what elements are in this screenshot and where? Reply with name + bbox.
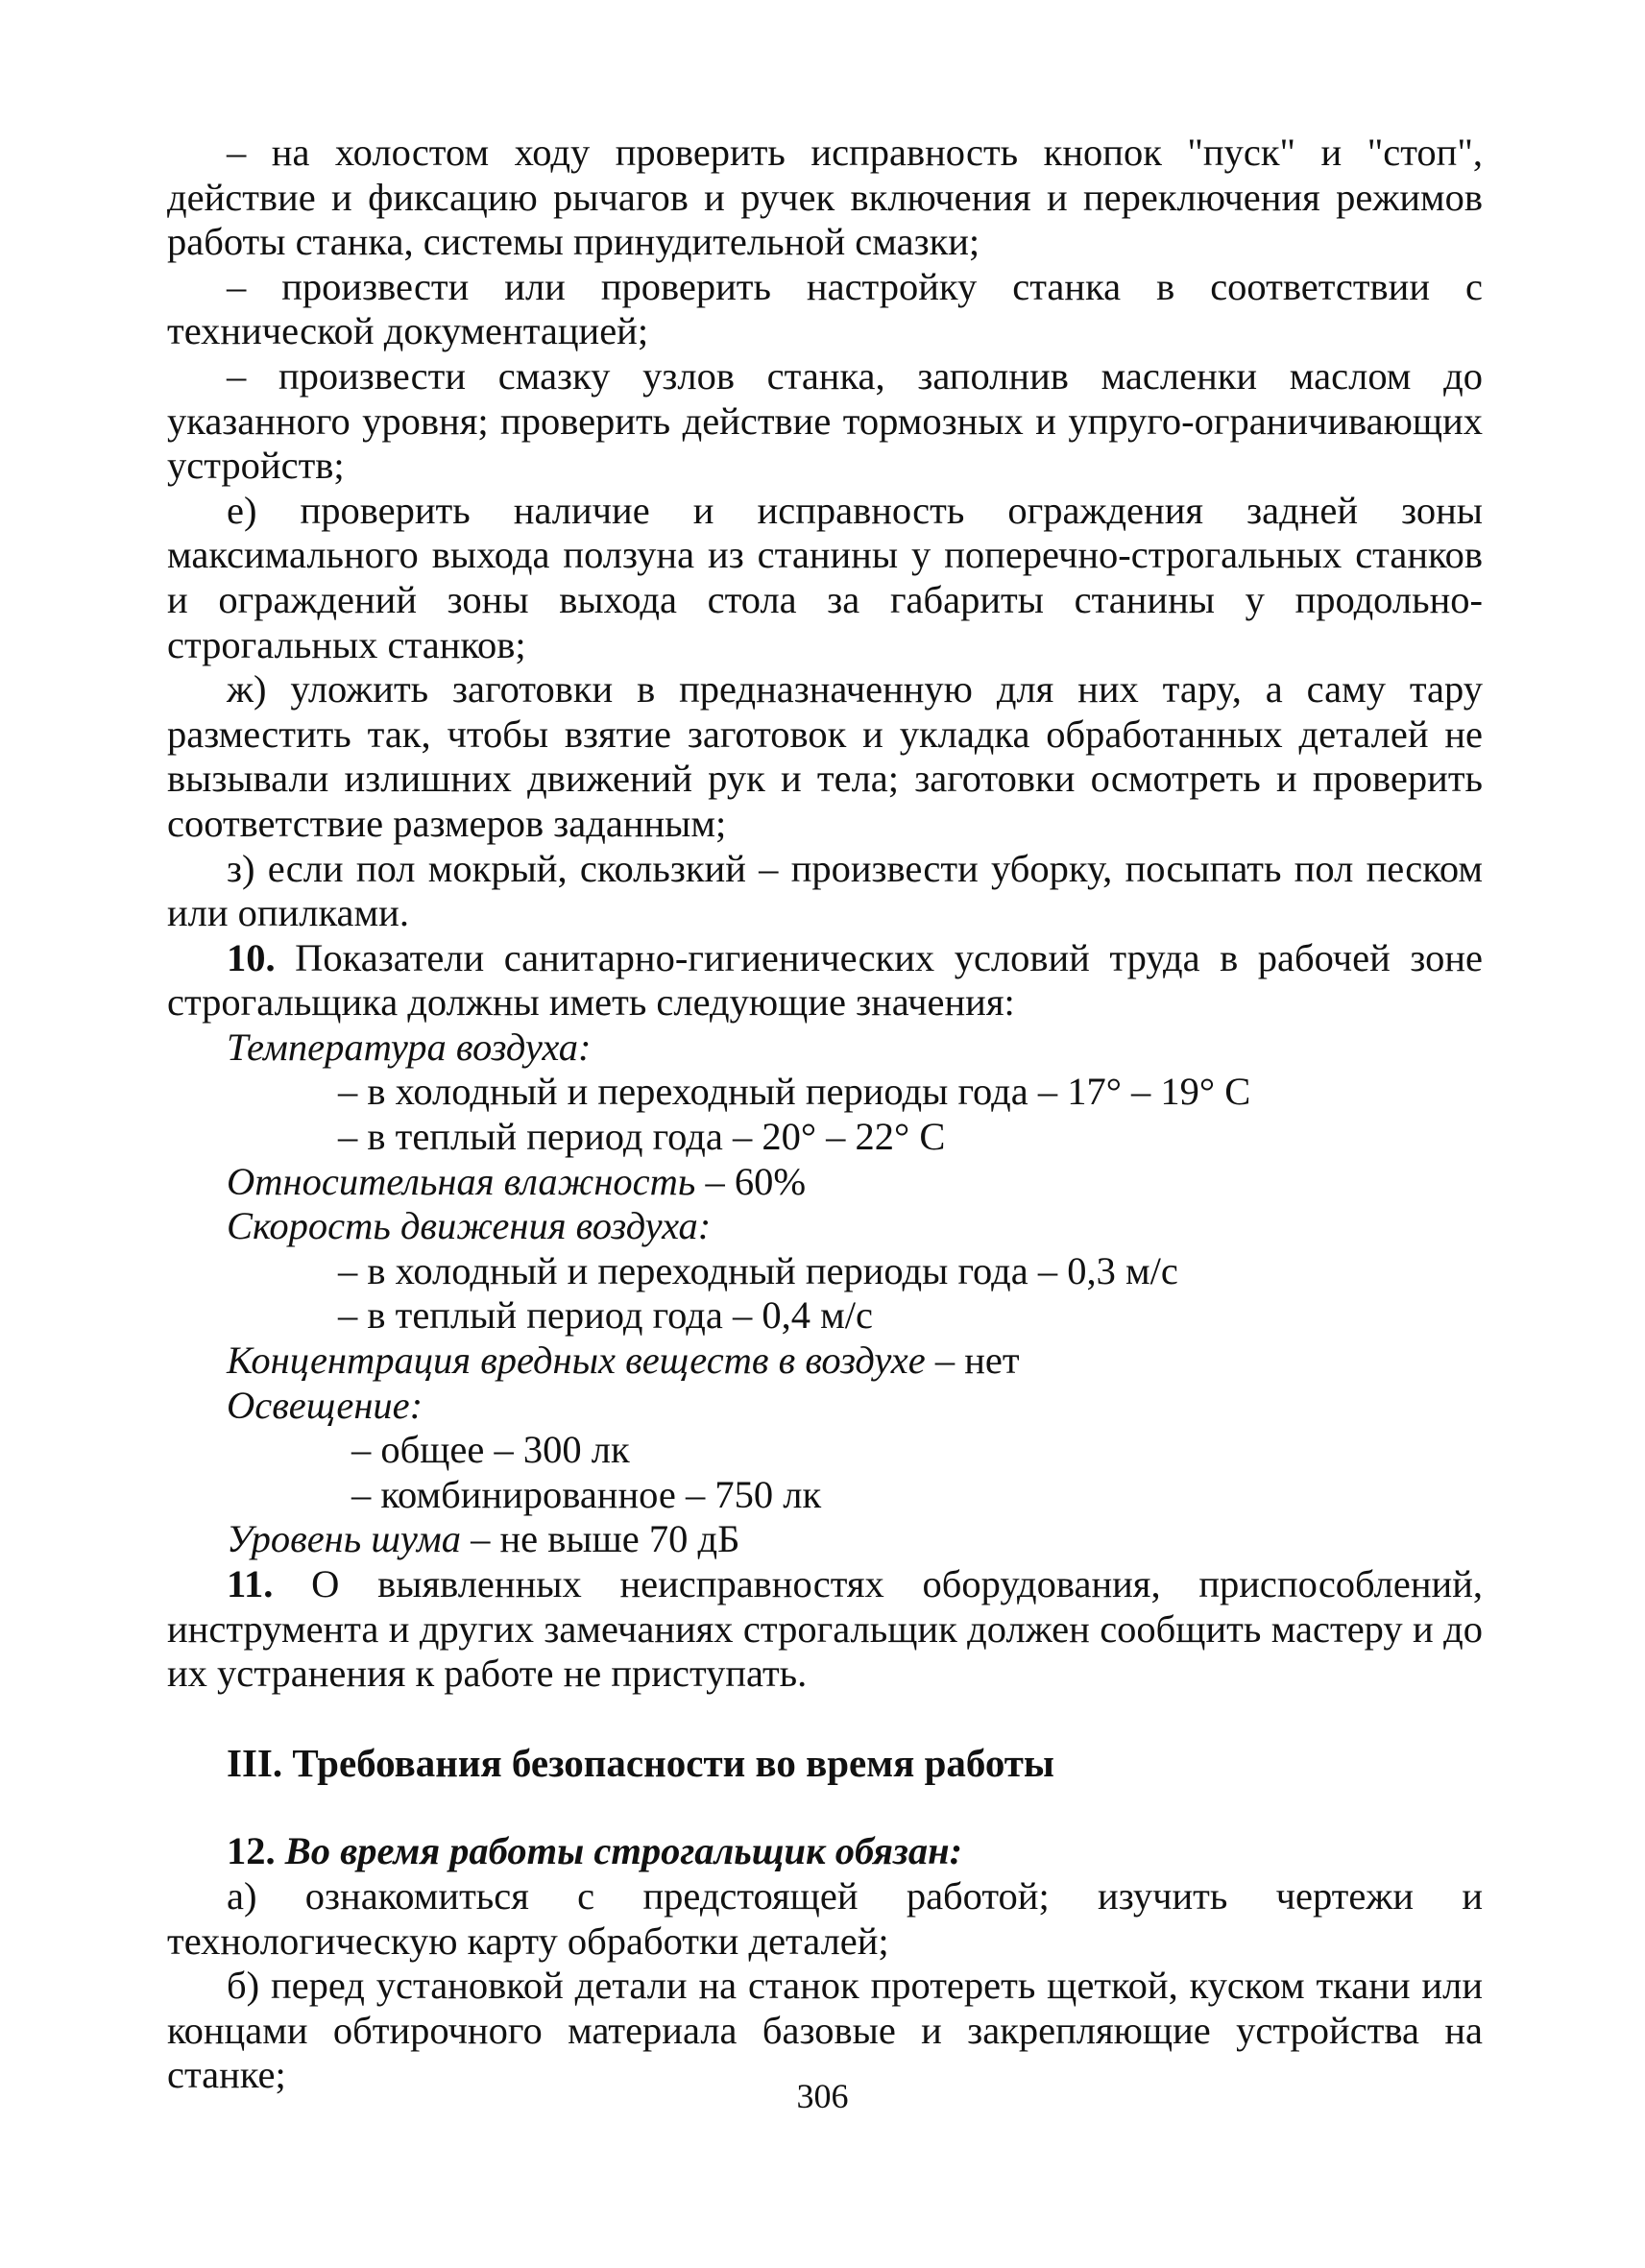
spacer	[167, 1785, 1483, 1829]
lighting-general: – общее – 300 лк	[351, 1428, 630, 1472]
air-speed-cold-period: – в холодный и переходный периоды года – 0,3 м/с	[338, 1248, 1178, 1292]
paragraph-item-z: з) если пол мокрый, скользкий – произвести уборку, посыпать пол песком или опилками.	[167, 846, 1483, 935]
spacer	[167, 1697, 1483, 1741]
item-12-title: Во время работы строгальщик обязан:	[275, 1829, 963, 1873]
page-body	[167, 131, 1483, 2098]
humidity-value: – 60%	[695, 1159, 807, 1203]
air-speed-warm-period: – в теплый период года – 0,4 м/с	[338, 1293, 873, 1338]
item-11-number: 11.	[227, 1562, 274, 1605]
paragraph-lubrication: – произвести смазку узлов станка, заполнив масленки маслом до указанного уровня; проверить действие тормозных и упруго-ограничивающих устройств;	[167, 353, 1483, 488]
noise-line	[167, 1517, 1483, 1562]
item-12-number: 12.	[227, 1829, 276, 1873]
item-10-text: Показатели санитарно-гигиенических условий труда в рабочей зоне строгальщика должны иметь следующие значения:	[167, 935, 1483, 1025]
page-number: 306	[796, 2077, 849, 2115]
humidity-line	[167, 1160, 1483, 1205]
paragraph-item-e: е) проверить наличие и исправность ограждения задней зоны максимального выхода ползуна из станины у поперечно-строгальных станков и ограждений зоны выхода стола за габариты станины у продольно-строгальных станков;	[167, 488, 1483, 666]
paragraph-setup-check: – произвести или проверить настройку станка в соответствии с технической документацией;	[167, 264, 1483, 353]
item-10-number: 10.	[227, 935, 276, 979]
paragraph-item-zh: ж) уложить заготовки в предназначенную для них тару, а саму тару разместить так, чтобы взятие заготовок и укладка обработанных деталей не вызывали излишних движений рук и тела; заготовки осмотреть и проверить соответствие размеров заданным;	[167, 667, 1483, 845]
noise-label: Уровень шума	[227, 1517, 461, 1561]
paragraph-item-11	[167, 1562, 1483, 1697]
temperature-cold-period: – в холодный и переходный периоды года – 17° – 19° С	[338, 1070, 1251, 1114]
paragraph-item-12-a: а) ознакомиться с предстоящей работой; изучить чертежи и технологическую карту обработки деталей;	[167, 1873, 1483, 1963]
temperature-warm-period: – в теплый период года – 20° – 22° С	[338, 1115, 946, 1159]
paragraph-item-10	[167, 936, 1483, 1025]
harmful-substances-value: – нет	[925, 1339, 1020, 1383]
item-11-text: О выявленных неисправностях оборудования, приспособлений, инструмента и других замечаниях строгальщик должен сообщить мастеру и до их устранения к работе не приступать.	[167, 1562, 1483, 1696]
paragraph-item-12-b: б) перед установкой детали на станок протереть щеткой, куском ткани или концами обтирочного материала базовые и закрепляющие устройства на станке;	[167, 1964, 1483, 2097]
section-3-heading: III. Требования безопасности во время работы	[227, 1740, 1054, 1785]
paragraph-idle-check: – на холостом ходу проверить исправность кнопок "пуск" и "стоп", действие и фиксацию рычагов и ручек включения и переключения режимов работы станка, системы принудительной смазки;	[167, 131, 1483, 264]
humidity-label: Относительная влажность	[227, 1159, 696, 1203]
paragraph-item-12-title	[167, 1829, 1483, 1874]
noise-value: – не выше 70 дБ	[460, 1517, 740, 1561]
lighting-combined: – комбинированное – 750 лк	[351, 1472, 822, 1516]
temperature-label: Температура воздуха:	[227, 1025, 592, 1069]
harmful-substances-label: Концентрация вредных веществ в воздухе	[227, 1339, 926, 1383]
air-speed-label: Скорость движения воздуха:	[227, 1204, 712, 1248]
lighting-label: Освещение:	[227, 1383, 423, 1427]
harmful-substances-line	[167, 1339, 1483, 1384]
